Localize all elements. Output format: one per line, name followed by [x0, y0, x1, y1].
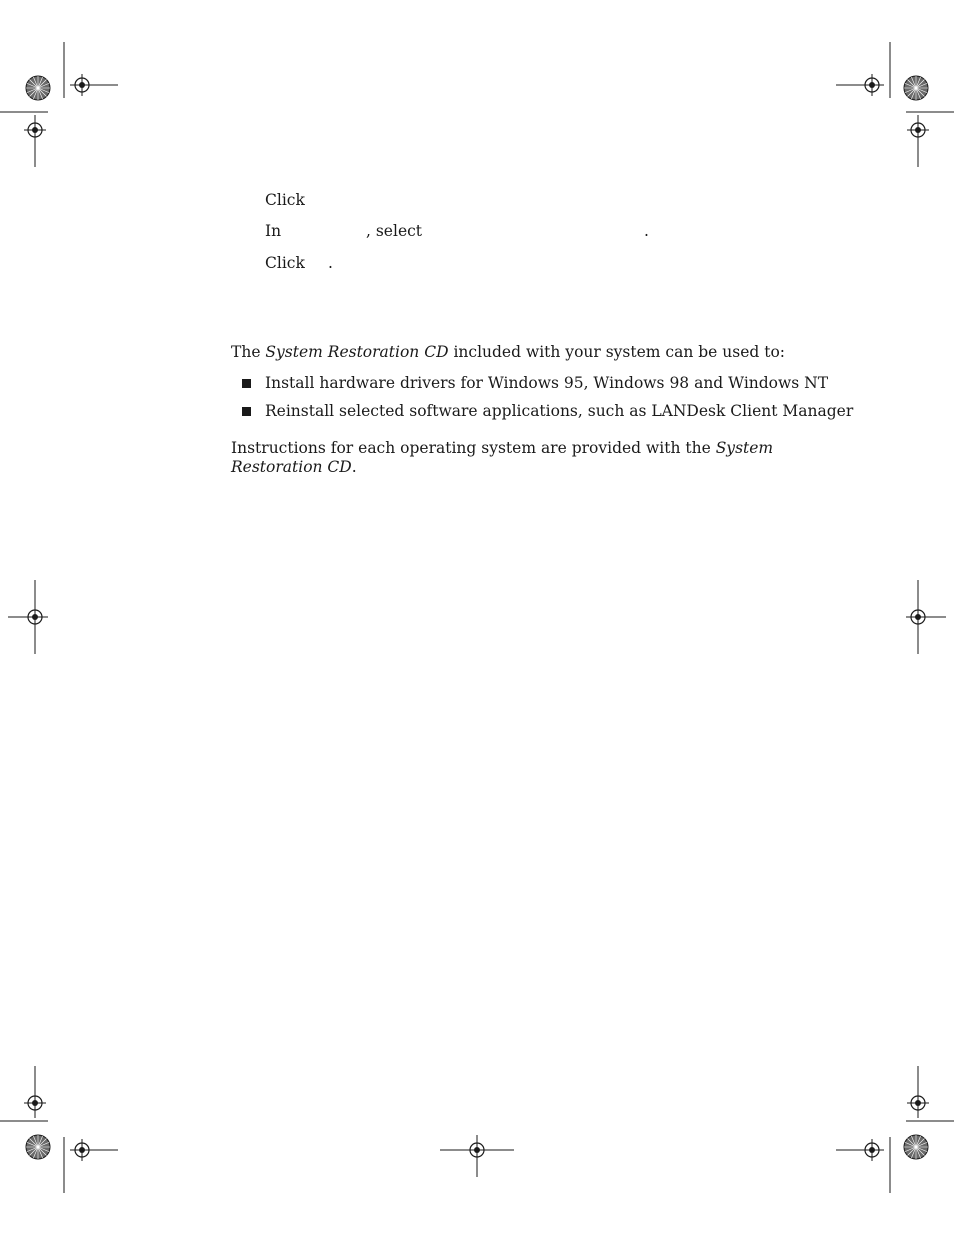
- registration-mark-icon: [861, 74, 883, 96]
- registration-mark-icon: [71, 1139, 93, 1161]
- registration-mark-icon: [24, 119, 46, 141]
- intro-after: included with your system can be used to:: [448, 343, 786, 361]
- bullet-square-icon: [242, 379, 251, 388]
- instructions-before: Instructions for each operating system are provided with the: [231, 439, 716, 457]
- starburst-icon: [26, 1135, 50, 1159]
- intro-paragraph: [231, 343, 785, 362]
- registration-mark-icon: [24, 1092, 46, 1114]
- starburst-icon: [26, 76, 50, 100]
- registration-mark-icon: [24, 606, 46, 628]
- instructions-cd-title: System Restoration CD: [231, 439, 774, 476]
- step-3-text: Click: [265, 254, 305, 272]
- starburst-icon: [904, 1135, 928, 1159]
- starburst-icon: [904, 76, 928, 100]
- registration-mark-icon: [71, 74, 93, 96]
- registration-mark-icon: [907, 1092, 929, 1114]
- step-1-text: Click: [265, 191, 305, 209]
- step-2-text: In: [265, 222, 282, 240]
- instructions-after: .: [351, 458, 357, 476]
- step-2-period: .: [644, 222, 649, 240]
- bullet-square-icon: [242, 407, 251, 416]
- registration-mark-icon: [907, 606, 929, 628]
- list-item: Install hardware drivers for Windows 95, Windows 98 and Windows NT: [265, 374, 829, 392]
- registration-mark-icon: [907, 119, 929, 141]
- registration-mark-icon: [861, 1139, 883, 1161]
- intro-cd-title: System Restoration CD: [265, 343, 449, 361]
- intro-before: The: [231, 343, 266, 361]
- registration-mark-icon: [466, 1139, 488, 1161]
- list-item: Reinstall selected software applications, such as LANDesk Client Manager: [265, 402, 854, 420]
- step-3-period: .: [328, 254, 333, 272]
- step-2-select-text: , select: [366, 222, 423, 240]
- instructions-paragraph: [231, 439, 799, 477]
